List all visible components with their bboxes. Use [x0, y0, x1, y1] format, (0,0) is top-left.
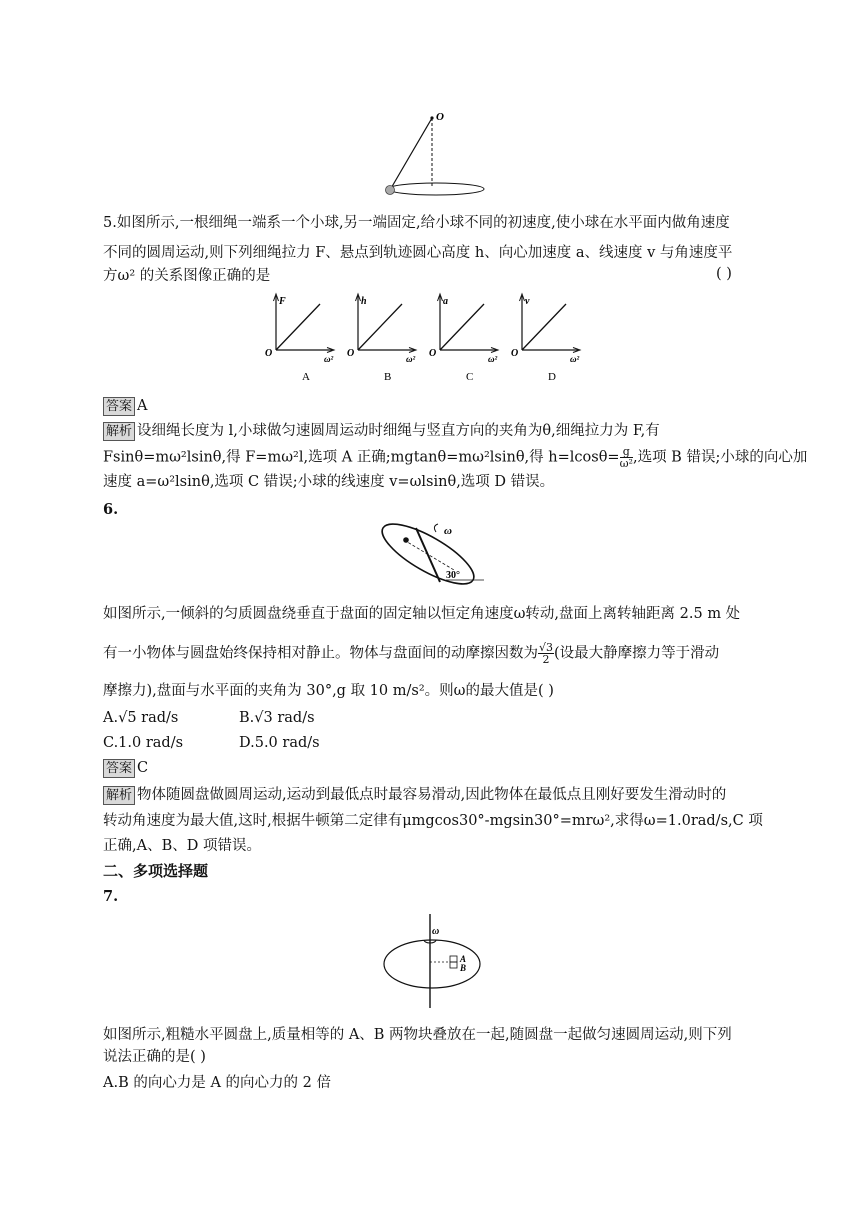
fraction-g-over-omega2: $\frac{g}{\text{ω²}}$	[619, 445, 633, 470]
q7-number: 7.	[103, 888, 119, 905]
graph-origin: O	[429, 348, 437, 359]
q6-option-b: B.√3 rad/s	[239, 710, 315, 726]
q5-analysis-line2: Fsinθ=mω²lsinθ,得 F=mω²l,选项 A 正确;mgtanθ=mω²lsinθ,得 h=lcosθ= $\frac{g}{\text{ω²}}$ ,选项 B 错误;小球的向心加	[103, 445, 808, 470]
q5-graph-options	[262, 292, 602, 384]
graph-caption: B	[384, 371, 392, 383]
q6-text-line2: 有一小物体与圆盘始终保持相对静止。物体与盘面间的动摩擦因数为 $\frac{√3}{2}$ (设最大静摩擦力等于滑动	[103, 641, 720, 666]
q5-analysis-line3: 速度 a=ω²lsinθ,选项 C 错误;小球的线速度 v=ωlsinθ,选项 D 错误。	[103, 474, 555, 490]
analysis-tag: 解析	[103, 786, 135, 805]
svg-text:A: A	[460, 954, 467, 964]
graph-origin: O	[347, 348, 355, 359]
graph-line	[276, 304, 320, 350]
graph-line	[522, 304, 566, 350]
graph-line	[358, 304, 402, 350]
svg-text:ω: ω	[444, 525, 452, 537]
analysis-tag: 解析	[103, 422, 135, 441]
graph-xlabel: ω²	[488, 354, 498, 364]
graph-caption: A	[302, 371, 310, 383]
q6-option-d: D.5.0 rad/s	[239, 735, 320, 751]
tilted-disk-figure	[376, 520, 486, 590]
answer-tag: 答案	[103, 397, 135, 416]
graph-ylabel: F	[279, 296, 286, 307]
rotating-disk-figure	[382, 912, 486, 1010]
q7-text-line1: 如图所示,粗糙水平圆盘上,质量相等的 A、B 两物块叠放在一起,随圆盘一起做匀速圆周运动,则下列	[103, 1027, 732, 1043]
q6-analysis-line3: 正确,A、B、D 项错误。	[103, 838, 261, 854]
q5-text-line1: 5.如图所示,一根细绳一端系一个小球,另一端固定,给小球不同的初速度,使小球在水平面内做角速度	[103, 215, 730, 231]
q5-text-line3: 方ω² 的关系图像正确的是	[103, 268, 271, 284]
q6-text-line3: 摩擦力),盘面与水平面的夹角为 30°,g 取 10 m/s²。则ω的最大值是( )	[103, 683, 554, 699]
graph-origin: O	[265, 348, 273, 359]
graph-xlabel: ω²	[406, 354, 416, 364]
answer-tag: 答案	[103, 759, 135, 778]
pivot-label: O	[436, 111, 444, 123]
q6-option-c: C.1.0 rad/s	[103, 735, 184, 751]
fraction-sqrt3-over-2: $\frac{√3}{2}$	[539, 641, 554, 666]
graph-a	[265, 294, 334, 383]
q6-analysis-line2: 转动角速度为最大值,这时,根据牛顿第二定律有μmgcos30°-mgsin30°=mrω²,求得ω=1.0rad/s,C 项	[103, 813, 763, 829]
graph-b	[347, 294, 416, 383]
graph-xlabel: ω²	[324, 354, 334, 364]
svg-text:30°: 30°	[446, 570, 460, 581]
graph-ylabel: h	[361, 296, 367, 307]
graph-caption: D	[548, 371, 556, 383]
q6-option-a: A.√5 rad/s	[103, 710, 179, 726]
graph-caption: C	[466, 371, 474, 383]
section-title-multiple-choice: 二、多项选择题	[103, 862, 209, 880]
q5-analysis-line1: 解析 设细绳长度为 l,小球做匀速圆周运动时细绳与竖直方向的夹角为θ,细绳拉力为 F,有	[103, 421, 660, 441]
graph-ylabel: a	[443, 296, 448, 307]
pendulum-figure	[380, 108, 490, 200]
q6-text-line1: 如图所示,一倾斜的匀质圆盘绕垂直于盘面的固定轴以恒定角速度ω转动,盘面上离转轴距离 2.5 m 处	[103, 606, 741, 622]
graph-xlabel: ω²	[570, 354, 580, 364]
graph-line	[440, 304, 484, 350]
svg-text:ω: ω	[432, 926, 440, 937]
q7-text-line2: 说法正确的是( )	[103, 1049, 206, 1065]
q7-option-a: A.B 的向心力是 A 的向心力的 2 倍	[103, 1075, 331, 1091]
graph-d	[511, 294, 580, 383]
svg-text:B: B	[460, 963, 467, 973]
q6-number: 6.	[103, 501, 119, 518]
q5-text-line2: 不同的圆周运动,则下列细绳拉力 F、悬点到轨迹圆心高度 h、向心加速度 a、线速度 v 与角速度平	[103, 245, 733, 261]
q6-analysis-line1: 解析 物体随圆盘做圆周运动,运动到最低点时最容易滑动,因此物体在最低点且刚好要发生滑动时的	[103, 785, 726, 805]
graph-c	[429, 294, 498, 383]
graph-ylabel: v	[525, 296, 530, 307]
graph-origin: O	[511, 348, 519, 359]
q5-answer-bracket: ( )	[716, 266, 732, 282]
q5-answer: 答案 A	[103, 396, 148, 416]
q6-answer: 答案 C	[103, 758, 148, 778]
